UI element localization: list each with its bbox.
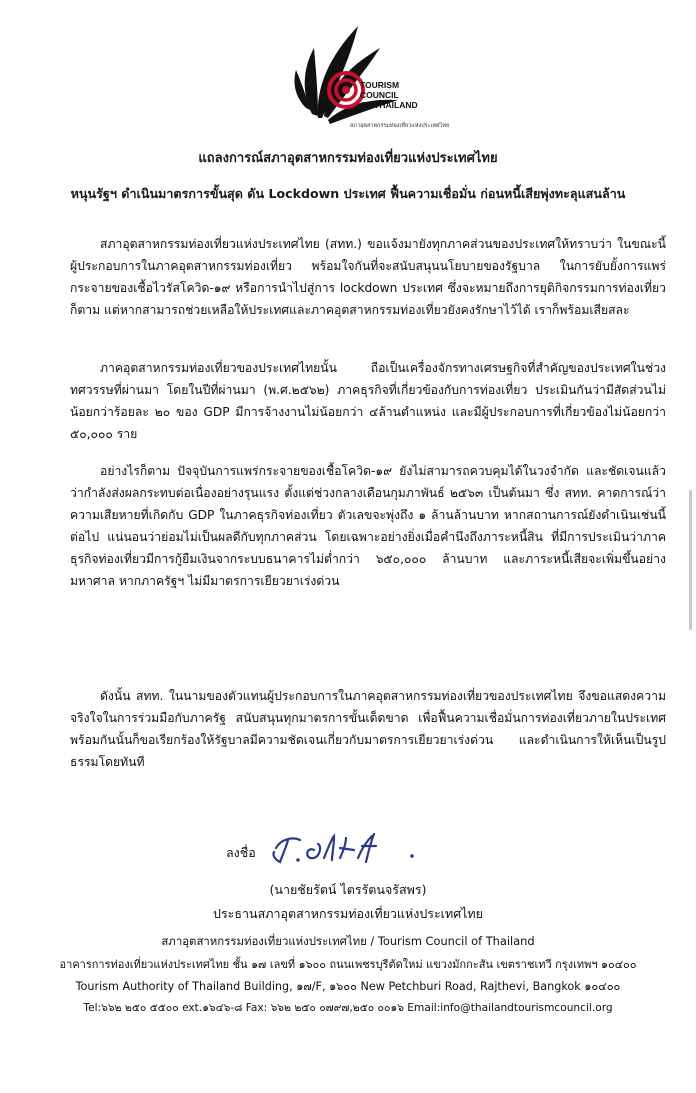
paragraph-2 bbox=[70, 357, 666, 445]
paragraph-1 bbox=[70, 233, 666, 321]
document-title: แถลงการณ์สภาอุตสาหกรรมท่องเที่ยวแห่งประเทศไทย bbox=[198, 151, 498, 166]
logo-line-2: COUNCIL bbox=[360, 90, 399, 100]
logo bbox=[288, 18, 450, 136]
paragraph-text: สภาอุตสาหกรรมท่องเที่ยวแห่งประเทศไทย (สทท.) ขอแจ้งมายังทุกภาคส่วนของประเทศให้ทราบว่า ในขณะนี้ ผู้ประกอบการในภาคอุตสาหกรรมท่องเที่ยว พร้อมใจกันที่จะสนับสนุนนโยบายของรัฐบาล ในการยับยั้งการแพร่กระจายของเชื้อไวรัสโควิด-๑๙ หรือการนำไปสู่การ lockdown ประเทศ ซึ่งจะหมายถึงการยุติกิจกรรมการท่องเที่ยวก็ตาม แต่หากสามารถช่วยเหลือให้ประเทศและภาคอุตสาหกรรมท่องเที่ยวยังคงรักษาไว้ได้ เราก็พร้อมเสียสละ bbox=[70, 237, 666, 317]
logo-line-1: TOURISM bbox=[360, 80, 400, 90]
paragraph-4 bbox=[70, 685, 666, 773]
logo-line-3: OF THAILAND bbox=[360, 100, 418, 110]
document-headline: หนุนรัฐฯ ดำเนินมาตรการขั้นสุด ดัน Lockdown ประเทศ ฟื้นความเชื่อมั่น ก่อนหนี้เสียพุ่งทะลุแสนล้าน bbox=[70, 186, 626, 201]
signer-position: ประธานสภาอุตสาหกรรมท่องเที่ยวแห่งประเทศไทย bbox=[213, 906, 483, 921]
paragraph-3 bbox=[70, 460, 666, 592]
handwritten-signature bbox=[262, 822, 432, 870]
signer-name: (นายชัยรัตน์ ไตรรัตนจรัสพร) bbox=[269, 882, 427, 897]
paragraph-text: ภาคอุตสาหกรรมท่องเที่ยวของประเทศไทยนั้น ถือเป็นเครื่องจักรทางเศรษฐกิจที่สำคัญของประเทศในช่วงทศวรรษที่ผ่านมา โดยในปีที่ผ่านมา (พ.ศ.๒๕๖๒) ภาคธุรกิจที่เกี่ยวข้องกับการท่องเที่ยว ประเมินกันว่ามีสัดส่วนไม่น้อยกว่าร้อยละ ๒๐ ของ GDP มีการจ้างงานไม่น้อยกว่า ๔ล้านตำแหน่ง และมีผู้ประกอบการที่เกี่ยวข้องไม่น้อยกว่า ๕๐,๐๐๐ ราย bbox=[70, 361, 666, 441]
paragraph-text: อย่างไรก็ตาม ปัจจุบันการแพร่กระจายของเชื้อโควิด-๑๙ ยังไม่สามารถควบคุมได้ในวงจำกัด และชัดเจนแล้วว่ากำลังส่งผลกระทบต่อเนื่องอย่างรุนแรง ตั้งแต่ช่วงกลางเดือนกุมภาพันธ์ ๒๕๖๓ เป็นต้นมา ซึ่ง สทท. คาดการณ์ว่าความเสียหายที่เกิดกับ GDP ในภาคธุรกิจท่องเที่ยว ตัวเลขจะพุ่งถึง ๑ ล้านล้านบาท หากสถานการณ์ยังดำเนินเช่นนี้ต่อไป แน่นอนว่าย่อมไม่เป็นผลดีกับทุกภาคส่วน โดยเฉพาะอย่างยิ่งเมื่อคำนึงถึงภาระหนี้สิน ที่มีการประเมินว่าภาคธุรกิจท่องเที่ยวมีการกู้ยืมเงินจากระบบธนาคารไม่ต่ำกว่า ๖๕๐,๐๐๐ ล้านบาท และภาระหนี้เสียจะเพิ่มขึ้นอย่างมหาศาล หากภาครัฐฯ ไม่มีมาตรการเยียวยาเร่งด่วน bbox=[70, 464, 666, 588]
signature-label: ลงชื่อ bbox=[226, 845, 256, 860]
footer-org: สภาอุตสาหกรรมท่องเที่ยวแห่งประเทศไทย / Tourism Council of Thailand bbox=[161, 934, 535, 948]
leaf-spiral-logo-icon bbox=[288, 18, 410, 136]
footer-contact: Tel:๖๖๒ ๒๕๐ ๕๕๐๐ ext.๑๖๔๖-๘ Fax: ๖๖๒ ๒๕๐ ๐๗๙๗,๒๕๐ ๐๐๑๖ Email:info@thailandtourismcouncil.org bbox=[83, 1002, 613, 1014]
logo-thai-text: สภาอุตสาหกรรมท่องเที่ยวแห่งประเทศไทย bbox=[350, 123, 450, 129]
paragraph-text: ดังนั้น สทท. ในนามของตัวแทนผู้ประกอบการในภาคอุตสาหกรรมท่องเที่ยวของประเทศไทย จึงขอแสดงความจริงใจในการร่วมมือกับภาครัฐ สนับสนุนทุกมาตรการขั้นเด็ดขาด เพื่อฟื้นความเชื่อมั่นการท่องเที่ยวภายในประเทศ พร้อมกันนั้นก็ขอเรียกร้องให้รัฐบาลมีความชัดเจนเกี่ยวกับมาตรการเยียวยาเร่งด่วน และดำเนินการให้เห็นเป็นรูปธรรมโดยทันที bbox=[70, 689, 666, 769]
scrollbar[interactable] bbox=[689, 490, 692, 630]
footer-address-en: Tourism Authority of Thailand Building, ๑๗/F, ๑๖๐๐ New Petchburi Road, Rajthevi, Bangkok ๑๐๔๐๐ bbox=[75, 980, 621, 993]
footer-address-th: อาคารการท่องเที่ยวแห่งประเทศไทย ชั้น ๑๗ เลขที่ ๑๖๐๐ ถนนเพชรบุรีตัดใหม่ แขวงมักกะสัน เขตราชเทวี กรุงเทพฯ ๑๐๔๐๐ bbox=[59, 958, 637, 971]
